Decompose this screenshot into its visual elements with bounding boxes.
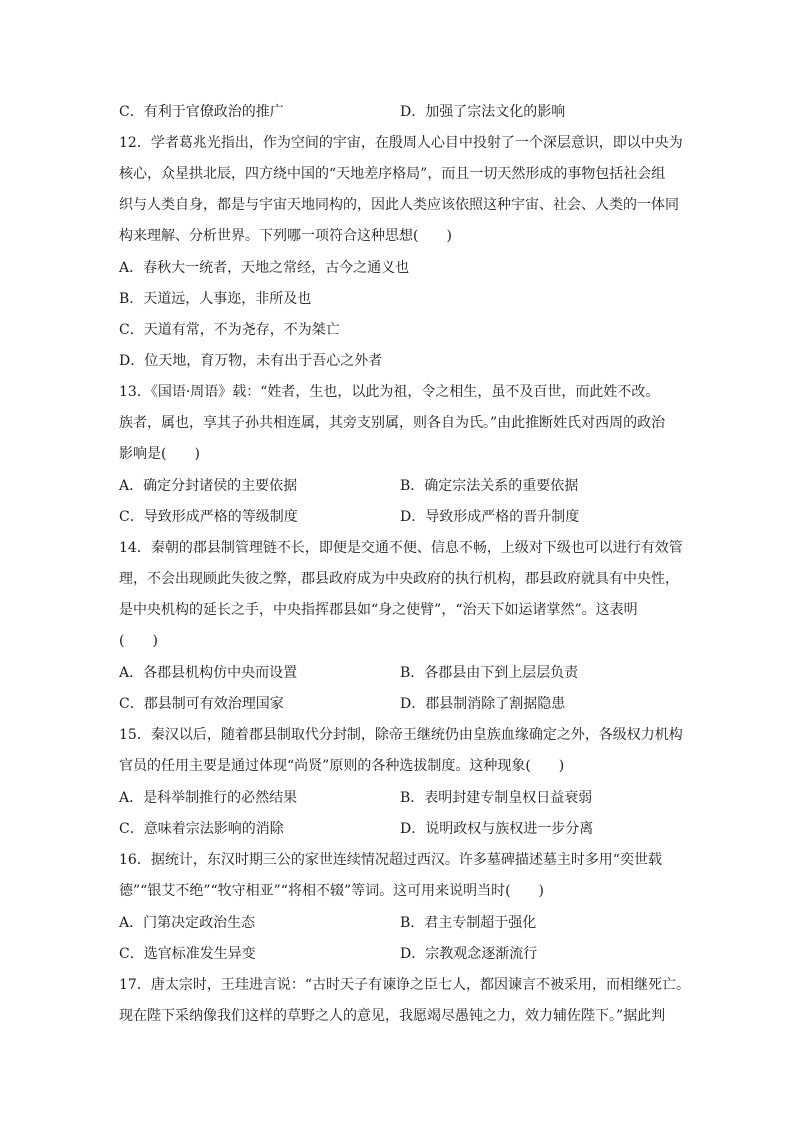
q14-stem-line-2: 理，不会出现顾此失彼之弊，郡县政府成为中央政府的执行机构，郡县政府就具有中央性，: [119, 571, 679, 587]
q15-option-d: D．说明政权与族权进一步分离: [400, 821, 594, 837]
q12-option-c: C．天道有常，不为尧存，不为桀亡: [119, 322, 340, 338]
q13-stem-line-2: 族者，属也，享其子孙共相连属，其旁支别属，则各自为氏。”由此推断姓氏对西周的政治: [119, 415, 666, 431]
q13-stem-line-3: 影响是( ): [119, 446, 200, 462]
q12-option-a: A．春秋大一统者，天地之常经，古今之通义也: [119, 260, 410, 276]
q14-stem-line-1: 14．秦朝的郡县制管理链不长，即便是交通不便、信息不畅，上级对下级也可以进行有效管: [119, 540, 683, 556]
q13-stem-line-1: 13．《国语·周语》载：“姓者，生也，以此为祖，令之相生，虽不及百世，而此姓不改。: [119, 384, 660, 400]
q13-option-a: A．确定分封诸侯的主要依据: [119, 478, 298, 494]
q11-option-d: D．加强了宗法文化的影响: [400, 104, 566, 120]
q12-stem-line-2: 核心，众星拱北辰，四方绕中国的“天地差序格局”，而且一切天然形成的事物包括社会组: [119, 166, 666, 182]
q12-stem-line-1: 12．学者葛兆光指出，作为空间的宇宙，在殷周人心目中投射了一个深层意识，即以中央为: [119, 135, 683, 151]
q14-option-c: C．郡县制可有效治理国家: [119, 696, 284, 712]
q14-option-d: D．郡县制消除了割据隐患: [400, 696, 566, 712]
q13-option-d: D．导致形成严格的晋升制度: [400, 509, 580, 525]
q15-option-b: B．表明封建专制皇权日益衰弱: [400, 790, 593, 806]
q15-stem-line-2: 官员的任用主要是通过体现“尚贤”原则的各种选拔制度。这种现象( ): [119, 758, 565, 774]
q13-option-b: B．确定宗法关系的重要依据: [400, 478, 579, 494]
q16-option-c: C．选官标准发生异变: [119, 946, 256, 962]
q17-stem-line-1: 17．唐太宗时，王珪进言说：“古时天子有谏诤之臣七人，都因谏言不被采用，而相继死亡。: [119, 977, 690, 993]
q16-option-a: A．门第决定政治生态: [119, 915, 256, 931]
q17-stem-line-2: 现在陛下采纳像我们这样的草野之人的意见，我愿竭尽愚钝之力，效力辅佐陛下。”据此判: [119, 1008, 666, 1024]
q15-stem-line-1: 15．秦汉以后，随着郡县制取代分封制，除帝王继统仍由皇族血缘确定之外，各级权力机构: [119, 727, 683, 743]
q14-stem-line-3: 是中央机构的延长之手，中央指挥郡县如“身之使臂”，“治天下如运诸掌然”。这表明: [119, 602, 638, 618]
q15-option-c: C．意味着宗法影响的消除: [119, 821, 284, 837]
q12-stem-line-4: 构来理解、分析世界。下列哪一项符合这种思想( ): [119, 228, 452, 244]
q11-option-c: C．有利于官僚政治的推广: [119, 104, 284, 120]
q16-option-b: B．君主专制超于强化: [400, 915, 537, 931]
q16-stem-line-2: 德”“银艾不绝”“牧守相亚”“将相不辍”等词。这可用来说明当时( ): [119, 883, 545, 899]
q16-option-d: D．宗教观念逐渐流行: [400, 946, 538, 962]
q14-option-a: A．各郡县机构仿中央而设置: [119, 665, 298, 681]
q15-option-a: A．是科举制推行的必然结果: [119, 790, 298, 806]
q14-option-b: B．各郡县由下到上层层负责: [400, 665, 579, 681]
q12-option-b: B．天道远，人事迩，非所及也: [119, 291, 312, 307]
q13-option-c: C．导致形成严格的等级制度: [119, 509, 298, 525]
q12-option-d: D．位天地，育万物，未有出于吾心之外者: [119, 353, 383, 369]
q12-stem-line-3: 织与人类自身，都是与宇宙天地同构的，因此人类应该依照这种宇宙、社会、人类的一体同: [119, 197, 679, 213]
q14-stem-line-4: ( ): [119, 633, 158, 649]
q16-stem-line-1: 16．据统计，东汉时期三公的家世连续情况超过西汉。许多墓碑描述墓主时多用“奕世载: [119, 852, 662, 868]
